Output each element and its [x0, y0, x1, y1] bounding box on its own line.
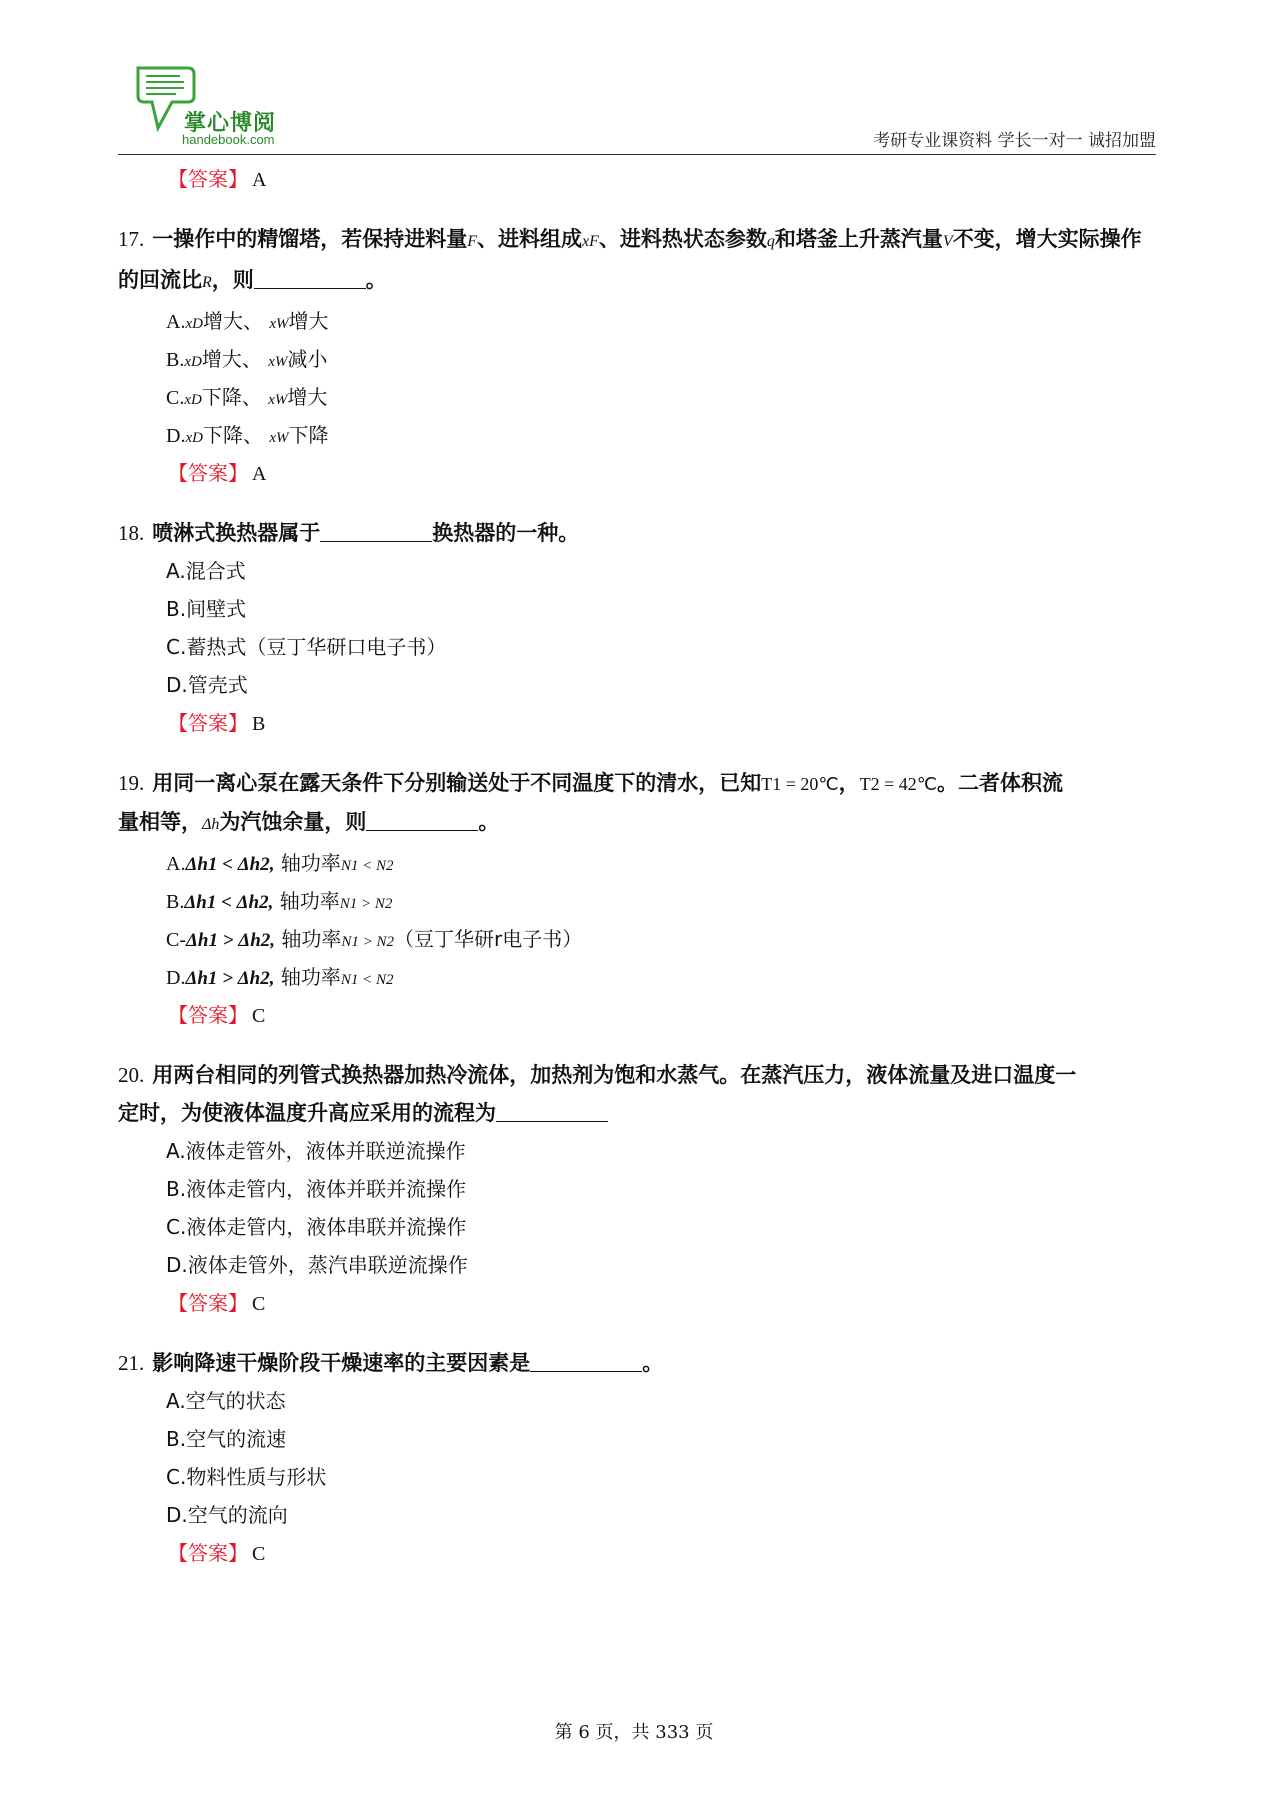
- question-17: [118, 220, 1156, 492]
- stem-text: ，: [838, 771, 860, 795]
- page-header: [118, 60, 1156, 156]
- math-symbol: q: [766, 233, 775, 250]
- option-text: 增大: [287, 385, 328, 409]
- question-21: [118, 1344, 1156, 1572]
- answer-line: [168, 1534, 1156, 1572]
- answer-blank: [496, 1099, 608, 1122]
- option: B.空气的流速: [166, 1427, 287, 1451]
- question-number: 19.: [118, 771, 145, 795]
- math-symbol: xD: [185, 430, 203, 446]
- stem-text: 换热器的一种。: [432, 521, 580, 545]
- option: A.液体走管外，液体并联逆流操作: [166, 1139, 466, 1163]
- question-stem: [118, 764, 1156, 844]
- option: [166, 920, 1156, 958]
- option-text: 下降、: [201, 385, 262, 409]
- math-expression: N1 < N2: [340, 972, 394, 988]
- stem-text: 用同一离心泵在露天条件下分别输送处于不同温度下的清水，已知: [152, 771, 762, 795]
- option: [166, 844, 1156, 882]
- math-symbol: xW: [268, 392, 288, 408]
- answer-label: 【答案】: [168, 1541, 248, 1565]
- option-letter: A.: [166, 853, 186, 875]
- answer-label: 【答案】: [168, 1003, 248, 1027]
- question-stem: [118, 220, 1156, 302]
- option-text: 增大、: [201, 347, 262, 371]
- option-text: 减小: [287, 347, 328, 371]
- option-text: （豆丁华研r电子书）: [394, 927, 583, 951]
- math-expression: N1 > N2: [339, 896, 393, 912]
- answer-line: [168, 704, 1156, 742]
- stem-text: 量相等，: [118, 810, 202, 834]
- math-expression: T2 = 42℃: [859, 774, 937, 794]
- option-text: 轴功率: [279, 889, 340, 913]
- option: [166, 416, 1156, 454]
- question-stem: [118, 1344, 1156, 1382]
- option-text: 轴功率: [281, 927, 342, 951]
- option-text: 轴功率: [280, 965, 341, 989]
- answer-value: C: [252, 1543, 266, 1565]
- stem-text: 、进料热状态参数: [598, 227, 767, 251]
- answer-label: 【答案】: [168, 1291, 248, 1315]
- question-number: 18.: [118, 521, 145, 545]
- answer-line: [168, 454, 1156, 492]
- option-letter: C.: [166, 387, 185, 409]
- logo-text: 掌心博阅: [184, 111, 277, 136]
- option: B.液体走管内，液体并联并流操作: [166, 1177, 467, 1201]
- math-symbol: xF: [582, 233, 599, 250]
- option: A.混合式: [166, 559, 246, 583]
- option: [166, 378, 1156, 416]
- question-19: [118, 764, 1156, 1034]
- answer-value: A: [252, 169, 267, 191]
- option-letter: B.: [166, 891, 185, 913]
- question-number: 21.: [118, 1351, 145, 1375]
- page-content: [118, 160, 1156, 1572]
- math-expression: T1 = 20℃: [761, 774, 839, 794]
- page-footer: 第 6 页，共 333 页: [554, 1722, 714, 1743]
- logo-url: handebook.com: [182, 132, 275, 147]
- math-symbol: F: [467, 233, 478, 250]
- math-expression: Δh1 > Δh2,: [186, 930, 276, 951]
- question-number: 20.: [118, 1063, 145, 1087]
- stem-text: 不变，增大实际操作的回流比: [118, 227, 1142, 292]
- answer-line: [168, 1284, 1156, 1322]
- option: A.空气的状态: [166, 1389, 286, 1413]
- math-symbol: xW: [268, 354, 288, 370]
- math-expression: N1 > N2: [341, 934, 395, 950]
- option: C.液体走管内，液体串联并流操作: [166, 1215, 467, 1239]
- math-symbol: xD: [184, 354, 202, 370]
- answer-label: 【答案】: [168, 461, 248, 485]
- math-symbol: Δh: [202, 816, 220, 833]
- answer-value: A: [252, 463, 267, 485]
- math-expression: Δh1 < Δh2,: [184, 892, 274, 913]
- math-symbol: xW: [269, 316, 289, 332]
- stem-text: 用两台相同的列管式换热器加热冷流体，加热剂为饱和水蒸气。在蒸汽压力，液体流量及进口温度一: [152, 1063, 1077, 1087]
- question-number: 17.: [118, 227, 145, 251]
- logo: [132, 62, 332, 148]
- option-letter: D.: [166, 425, 186, 447]
- math-expression: Δh1 < Δh2,: [185, 854, 275, 875]
- option: [166, 340, 1156, 378]
- option-text: 增大、: [202, 309, 263, 333]
- stem-text: 。: [478, 810, 500, 834]
- stem-text: 和塔釜上升蒸汽量: [774, 227, 943, 251]
- stem-text: 。: [642, 1351, 664, 1375]
- option-letter: B.: [166, 349, 185, 371]
- answer-value: C: [252, 1005, 266, 1027]
- option: [166, 302, 1156, 340]
- stem-text: 。: [365, 268, 387, 292]
- answer-label: 【答案】: [168, 711, 248, 735]
- answer-line: [168, 160, 1156, 198]
- answer-blank: [530, 1349, 642, 1372]
- answer-blank: [366, 808, 478, 831]
- answer-line: [168, 996, 1156, 1034]
- question-20: [118, 1056, 1156, 1322]
- stem-text: 。二者体积流: [937, 771, 1063, 795]
- header-divider: [118, 154, 1156, 155]
- option-letter: C-: [166, 929, 186, 951]
- option-letter: D.: [166, 967, 186, 989]
- answer-blank: [320, 519, 432, 542]
- math-symbol: R: [202, 274, 212, 291]
- math-symbol: xD: [184, 392, 202, 408]
- math-symbol: xW: [269, 430, 289, 446]
- header-tagline: 考研专业课资料 学长一对一 诚招加盟: [873, 131, 1156, 151]
- stem-text: ，则: [211, 268, 254, 292]
- answer-value: C: [252, 1293, 266, 1315]
- math-symbol: V: [942, 233, 953, 250]
- stem-text: 影响降速干燥阶段干燥速率的主要因素是: [152, 1351, 531, 1375]
- question-stem: [118, 514, 1156, 552]
- option: B.间壁式: [166, 597, 247, 621]
- answer-value: B: [252, 713, 266, 735]
- math-expression: N1 < N2: [340, 858, 394, 874]
- option: D.液体走管外，蒸汽串联逆流操作: [166, 1253, 468, 1277]
- option: C.物料性质与形状: [166, 1465, 327, 1489]
- option-letter: A.: [166, 311, 186, 333]
- question-18: [118, 514, 1156, 742]
- stem-text: 为汽蚀余量，则: [219, 810, 367, 834]
- option-text: 下降、: [202, 423, 263, 447]
- math-expression: Δh1 > Δh2,: [185, 968, 275, 989]
- option: C.蓄热式（豆丁华研口电子书）: [166, 635, 447, 659]
- option-text: 下降: [288, 423, 329, 447]
- answer-blank: [254, 266, 366, 289]
- option-text: 轴功率: [280, 851, 341, 875]
- answer-label: 【答案】: [168, 167, 248, 191]
- option: [166, 882, 1156, 920]
- stem-text: 、进料组成: [477, 227, 583, 251]
- stem-text: 喷淋式换热器属于: [152, 521, 321, 545]
- option: D.空气的流向: [166, 1503, 288, 1527]
- option-text: 增大: [288, 309, 329, 333]
- stem-text: 一操作中的精馏塔，若保持进料量: [152, 227, 468, 251]
- stem-text: 定时，为使液体温度升高应采用的流程为: [118, 1101, 496, 1125]
- question-stem: [118, 1056, 1156, 1132]
- option: [166, 958, 1156, 996]
- math-symbol: xD: [185, 316, 203, 332]
- option: D.管壳式: [166, 673, 248, 697]
